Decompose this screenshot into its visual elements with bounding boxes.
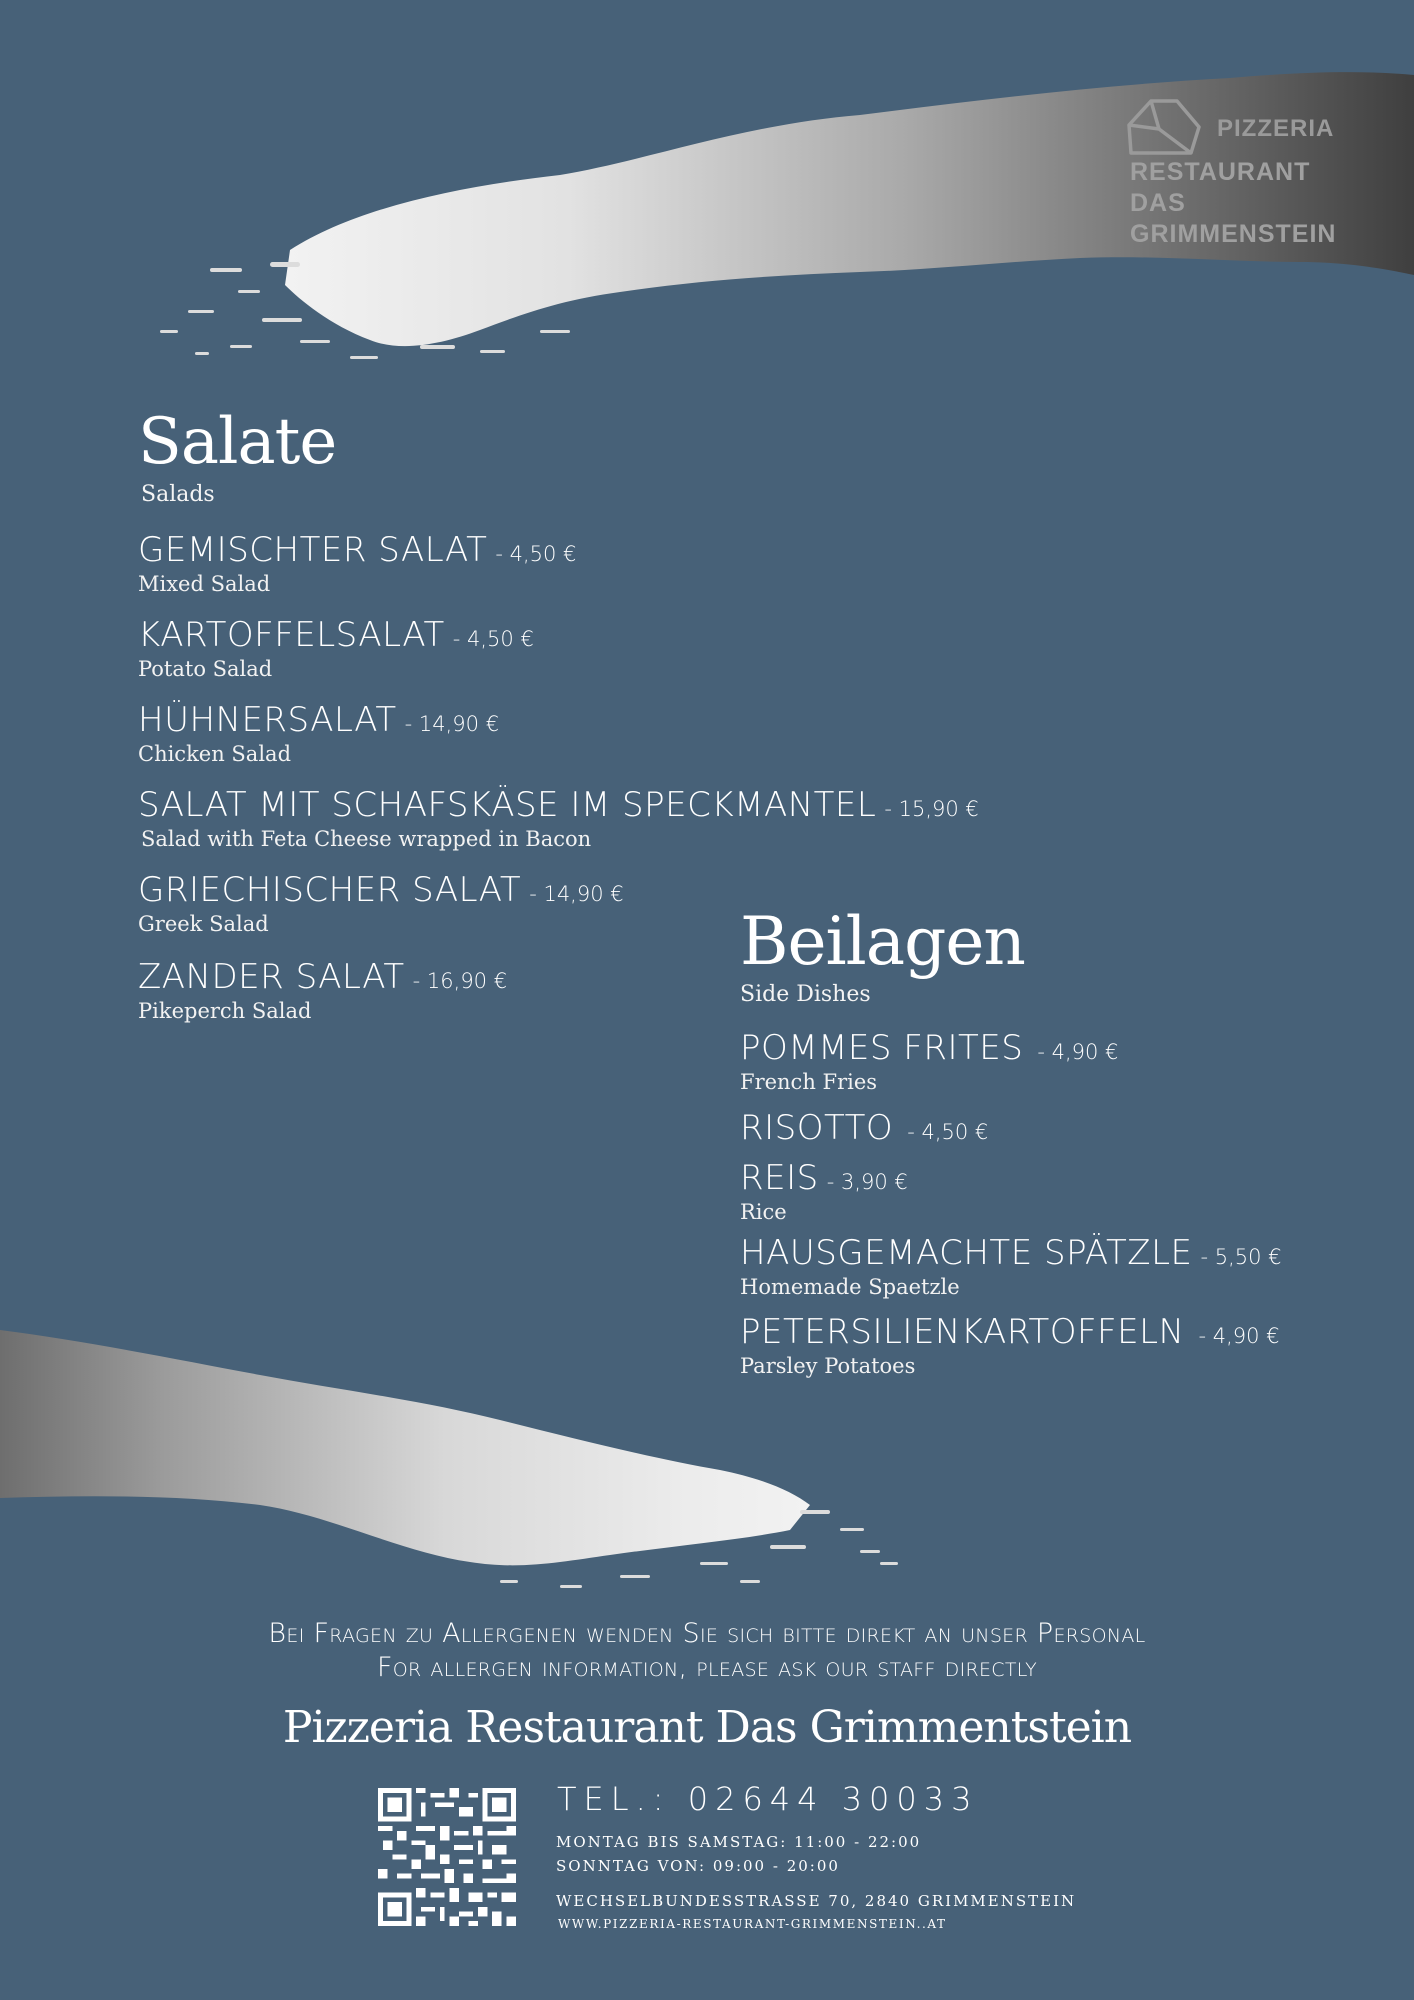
menu-item-english: Salad with Feta Cheese wrapped in Bacon <box>141 827 592 851</box>
menu-item <box>138 615 534 681</box>
menu-item <box>138 530 576 596</box>
menu-item-name: RISOTTO <box>740 1108 894 1148</box>
menu-item <box>138 785 979 851</box>
menu-item-name: PETERSILIENKARTOFFELN <box>740 1312 1185 1352</box>
telephone-number[interactable]: TEL.: 02644 30033 <box>557 1780 979 1818</box>
menu-item-name: REIS <box>740 1158 819 1198</box>
menu-item-name: GRIECHISCHER SALAT <box>138 870 522 910</box>
menu-item-price: - 4,90 € <box>1198 1324 1280 1348</box>
menu-item-price: - 5,50 € <box>1200 1245 1282 1269</box>
menu-item <box>138 957 507 1023</box>
menu-item-price: - 14,90 € <box>529 882 624 906</box>
allergen-notice-en: For allergen information, please ask our staff directly <box>376 1652 1038 1683</box>
menu-item-price: - 4,50 € <box>452 627 534 651</box>
menu-item-english: Mixed Salad <box>138 572 271 596</box>
menu-item-name: HAUSGEMACHTE SPÄTZLE <box>740 1233 1193 1273</box>
menu-item-price: - 4,50 € <box>907 1120 989 1144</box>
logo-line-name <box>1130 157 1336 250</box>
menu-item-english: French Fries <box>740 1070 878 1094</box>
hours-weekday: MONTAG BIS SAMSTAG: 11:00 - 22:00 <box>556 1833 922 1851</box>
beilagen-title: Beilagen <box>740 903 1025 980</box>
beilagen-subtitle: Side Dishes <box>740 982 871 1007</box>
menu-item-english: Homemade Spaetzle <box>740 1275 960 1299</box>
menu-item-english: Potato Salad <box>138 657 273 681</box>
menu-item-english: Pikeperch Salad <box>138 999 312 1023</box>
menu-item <box>740 1158 908 1224</box>
logo-line-grimmenstein: GRIMMENSTEIN <box>1130 220 1337 248</box>
menu-item-english: Greek Salad <box>138 912 269 936</box>
menu-item-name: POMMES FRITES <box>740 1028 1024 1068</box>
menu-item-english: Parsley Potatoes <box>740 1354 916 1378</box>
salate-subtitle: Salads <box>141 482 215 507</box>
hours-sunday: SONNTAG VON: 09:00 - 20:00 <box>556 1857 840 1875</box>
menu-item-english: Rice <box>740 1200 787 1224</box>
menu-item <box>740 1312 1280 1378</box>
menu-item-name: SALAT MIT SCHAFSKÄSE IM SPECKMANTEL <box>138 785 877 825</box>
restaurant-logo <box>1125 95 1345 255</box>
restaurant-name: Pizzeria Restaurant Das Grimmentstein <box>282 1702 1132 1753</box>
menu-item-name: HÜHNERSALAT <box>138 700 397 740</box>
menu-item <box>740 1233 1282 1299</box>
salate-title: Salate <box>138 405 337 479</box>
menu-item <box>138 700 499 766</box>
menu-item <box>138 870 624 936</box>
logo-line-das: DAS <box>1130 189 1186 217</box>
qr-code-icon[interactable] <box>378 1788 516 1926</box>
menu-item-price: - 16,90 € <box>412 969 508 993</box>
menu-item-price: - 3,90 € <box>826 1170 908 1194</box>
mountain-outline-icon <box>1125 95 1205 161</box>
address: WECHSELBUNDESSTRASSE 70, 2840 GRIMMENSTEIN <box>556 1892 1077 1910</box>
logo-line-pizzeria: PIZZERIA <box>1217 115 1335 142</box>
menu-item-price: - 4,90 € <box>1037 1040 1119 1064</box>
allergen-notice-de: Bei Fragen zu Allergenen wenden Sie sich bitte direkt an unser Personal <box>268 1618 1146 1649</box>
menu-item-name: KARTOFFELSALAT <box>138 615 445 655</box>
menu-item-english: Chicken Salad <box>138 742 292 766</box>
logo-line-restaurant: RESTAURANT <box>1130 158 1311 186</box>
menu-item-price: - 4,50 € <box>495 542 577 566</box>
menu-item-price: - 14,90 € <box>404 712 500 736</box>
menu-item <box>740 1108 988 1148</box>
menu-item-name: ZANDER SALAT <box>138 957 405 997</box>
website-link[interactable]: WWW.PIZZERIA-RESTAURANT-GRIMMENSTEIN..AT <box>558 1917 947 1931</box>
menu-item-price: - 15,90 € <box>884 797 979 821</box>
menu-item-name: GEMISCHTER SALAT <box>138 530 488 570</box>
menu-item <box>740 1028 1118 1094</box>
